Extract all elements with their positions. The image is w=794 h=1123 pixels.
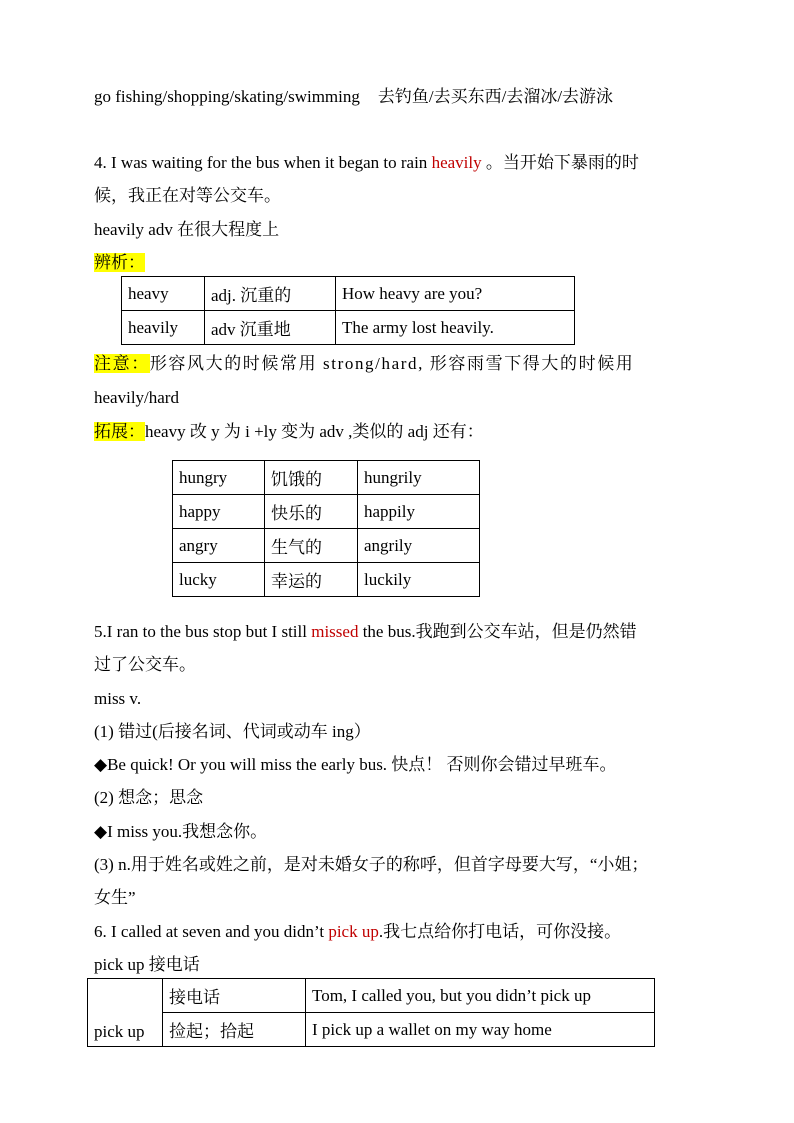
table-row [122, 311, 575, 345]
item5-meaning-3: (3) n.用于姓名或姓之前，是对未婚女子的称呼，但首字母要大写，“小姐； [94, 855, 649, 874]
phrase-en: go fishing/shopping/skating/swimming [94, 87, 360, 106]
table-cell: 饥饿的 [265, 461, 358, 495]
table-row [173, 461, 480, 495]
item5-sentence-cont: 过了公交车。 [94, 655, 196, 674]
zhuyi-line-cont: heavily/hard [94, 388, 179, 407]
item4-keyword: heavily [431, 153, 482, 172]
table-row [88, 1013, 655, 1047]
table-cell: hungry [173, 461, 265, 495]
pickup-table [87, 978, 655, 1047]
table-head-cell: pick up [88, 979, 163, 1047]
table-cell: 捡起；拾起 [163, 1013, 306, 1047]
table-row [173, 495, 480, 529]
table-row [173, 529, 480, 563]
item4-definition: heavily adv 在很大程度上 [94, 220, 280, 239]
item6-sentence [94, 921, 621, 943]
table-cell: How heavy are you? [336, 277, 575, 311]
table-cell: luckily [358, 563, 480, 597]
table-cell: hungrily [358, 461, 480, 495]
table-cell: I pick up a wallet on my way home [306, 1013, 655, 1047]
item5-example-2: ◆I miss you.我想念你。 [94, 822, 268, 841]
zhuyi-line [94, 353, 634, 375]
bianxi-highlight: 辨析： [94, 253, 145, 272]
table-cell: adj. 沉重的 [205, 277, 336, 311]
tuozhan-text: heavy 改 y 为 i +ly 变为 adv ,类似的 adj 还有： [145, 422, 484, 441]
item6-keyword: pick up [328, 922, 379, 941]
item6-text-b: .我七点给你打电话，可你没接。 [378, 922, 622, 941]
table-cell: Tom, I called you, but you didn’t pick up [306, 979, 655, 1013]
table-cell: angrily [358, 529, 480, 563]
table-cell: happy [173, 495, 265, 529]
item5-meaning-1: (1) 错过(后接名词、代词或动车 ing） [94, 722, 371, 741]
item5-text-a: 5.I ran to the bus stop but I still [94, 622, 312, 641]
table-cell: heavy [122, 277, 205, 311]
item5-keyword: missed [311, 622, 359, 641]
table-cell: heavily [122, 311, 205, 345]
item5-text-b: the bus.我跑到公交车站，但是仍然错 [358, 622, 637, 641]
table-row [122, 277, 575, 311]
item4-sentence-cont: 候，我正在对等公交车。 [94, 186, 281, 205]
zhuyi-label: 注意： [94, 354, 150, 373]
tuozhan-line [94, 421, 484, 443]
item5-meaning-2: (2) 想念；思念 [94, 788, 204, 807]
item4-sentence [94, 152, 639, 174]
table-cell: lucky [173, 563, 265, 597]
item5-definition: miss v. [94, 689, 142, 708]
table-cell: 接电话 [163, 979, 306, 1013]
zhuyi-text: 形容风大的时候常用 strong/hard, 形容雨雪下得大的时候用 [149, 354, 635, 373]
item6-definition: pick up 接电话 [94, 955, 200, 974]
item4-text-b: 。当开始下暴雨的时 [481, 153, 639, 172]
phrase-zh: 去钓鱼/去买东西/去溜冰/去游泳 [377, 87, 614, 106]
adj-adv-table [172, 460, 480, 597]
tuozhan-label: 拓展： [94, 422, 145, 441]
bianxi-label [94, 252, 145, 274]
item6-text-a: 6. I called at seven and you didn’t [94, 922, 329, 941]
table-cell: 幸运的 [265, 563, 358, 597]
phrase-line [94, 86, 613, 108]
table-cell: adv 沉重地 [205, 311, 336, 345]
table-cell: angry [173, 529, 265, 563]
table-row [88, 979, 655, 1013]
table-cell: The army lost heavily. [336, 311, 575, 345]
table-cell: 快乐的 [265, 495, 358, 529]
table-row [173, 563, 480, 597]
item5-example-1: ◆Be quick! Or you will miss the early bus. 快点！ 否则你会错过早班车。 [94, 755, 617, 774]
heavy-compare-table [121, 276, 575, 345]
item4-text-a: 4. I was waiting for the bus when it began to rain [94, 153, 432, 172]
table-cell: 生气的 [265, 529, 358, 563]
table-cell: happily [358, 495, 480, 529]
item5-sentence [94, 621, 637, 643]
item5-meaning-3-cont: 女生” [94, 888, 136, 907]
